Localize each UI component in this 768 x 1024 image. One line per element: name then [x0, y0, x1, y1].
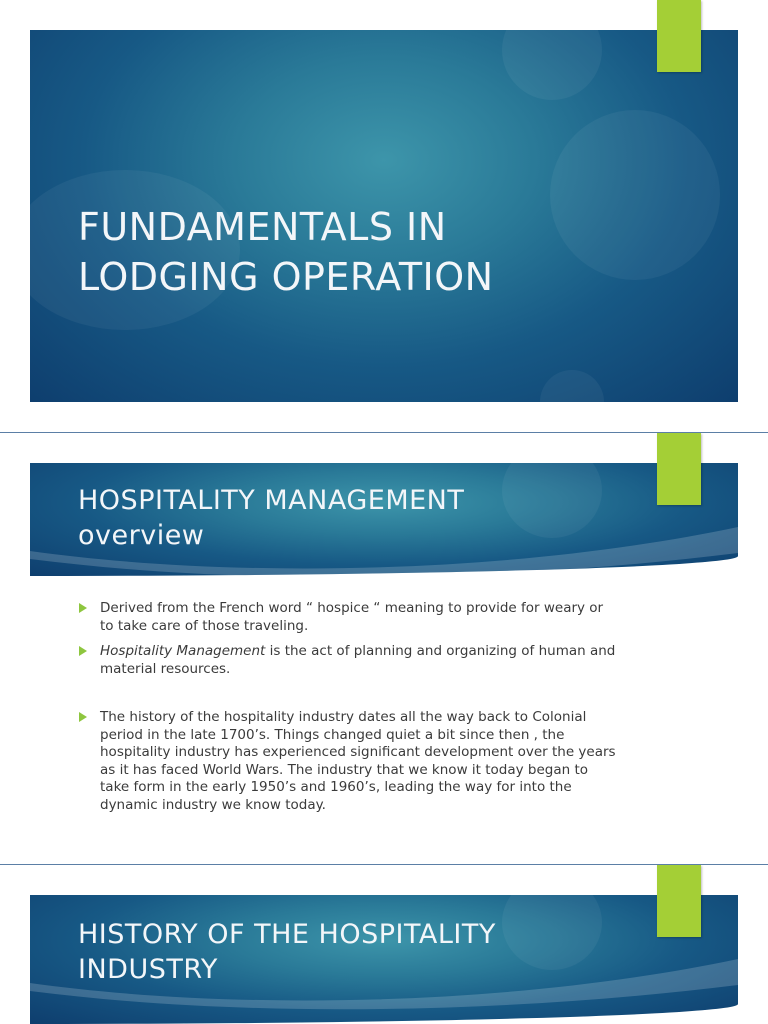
slide-3-title	[78, 917, 496, 987]
header-banner	[30, 463, 738, 576]
title-line: FUNDAMENTALS IN	[78, 205, 447, 249]
slide-1	[0, 0, 768, 432]
title-line: INDUSTRY	[78, 954, 218, 985]
title-line: HOSPITALITY MANAGEMENT	[78, 485, 465, 516]
slide-2	[0, 433, 768, 864]
slide-1-title	[78, 202, 494, 302]
slide-2-title	[78, 483, 464, 553]
triangle-bullet-icon	[79, 712, 87, 722]
decorative-bubble	[540, 370, 604, 402]
bullet-item	[78, 643, 618, 678]
decorative-bubble	[502, 30, 602, 100]
bullet-text: The history of the hospitality industry dates all the way back to Colonial period in the late 1700’s. Things changed quiet a bit since then , the hospitality industry has experienced significant development over the years as it has faced World Wars. The industry that we know it today began to take form in the early 1950’s and 1960’s, leading the way for into the dynamic industry we know today.	[100, 709, 616, 813]
bullet-item	[78, 600, 618, 635]
bullet-emphasis: Hospitality Management	[100, 643, 266, 659]
triangle-bullet-icon	[79, 603, 87, 613]
decorative-bubble	[550, 110, 720, 280]
accent-tab	[657, 0, 701, 72]
bullet-item	[78, 709, 618, 814]
title-banner	[30, 30, 738, 402]
title-line: LODGING OPERATION	[78, 255, 494, 299]
title-line: overview	[78, 520, 205, 551]
accent-tab	[657, 433, 701, 505]
bullet-text: Derived from the French word “ hospice “ meaning to provide for weary or to take care of those traveling.	[100, 600, 604, 634]
accent-tab	[657, 865, 701, 937]
header-banner	[30, 895, 738, 1024]
triangle-bullet-icon	[79, 646, 87, 656]
slide-3	[0, 865, 768, 1024]
bullet-text: is the act of planning and organizing of human and material resources.	[100, 643, 616, 677]
title-line: HISTORY OF THE HOSPITALITY	[78, 919, 496, 950]
bullet-list	[78, 600, 618, 814]
